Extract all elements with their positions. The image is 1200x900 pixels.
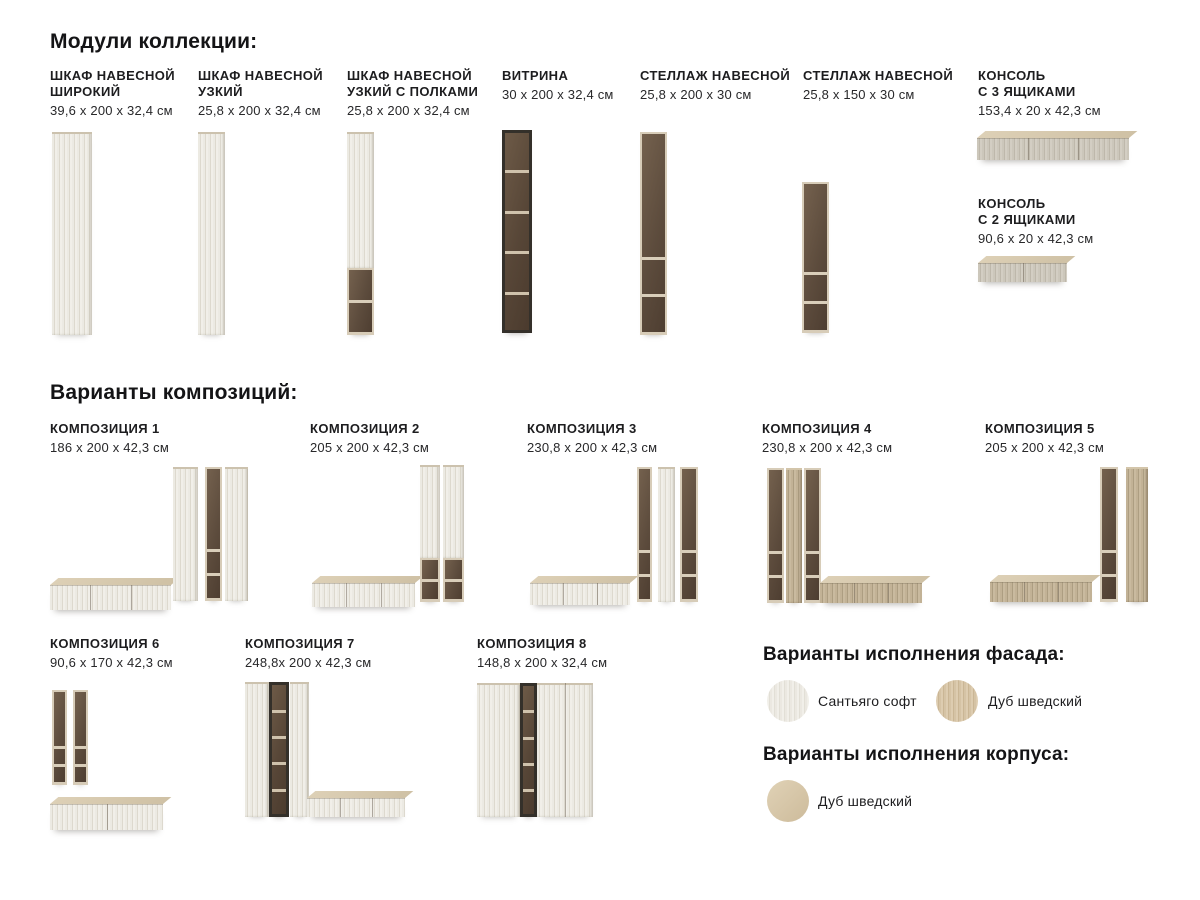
module-name: ВИТРИНА [502,68,569,83]
composition-label-7 [245,636,415,671]
module-name: КОНСОЛЬ [978,196,1046,211]
drawer-divider [346,583,347,607]
module-name: УЗКИЙ С ПОЛКАМИ [347,84,479,99]
module-name: ШКАФ НАВЕСНОЙ [50,68,176,83]
module-figure-vitrine [502,130,532,333]
cabinet [477,683,520,817]
modules-section-title: Модули коллекции: [50,30,258,53]
module-name: С 2 ЯЩИКАМИ [978,212,1076,227]
shelf-bar [272,710,286,713]
module-label-console-3 [978,68,1148,119]
console-front [312,583,415,607]
console-top [990,575,1100,582]
console-front [978,263,1067,282]
console-top [307,791,413,798]
shelf-bar [682,550,696,553]
console [530,576,630,605]
composition-figure-6 [50,680,180,832]
composition-dims: 90,6 x 170 x 42,3 см [50,655,173,670]
module-figure-console-2-drawers [978,256,1067,282]
composition-name: КОМПОЗИЦИЯ 5 [985,421,1095,436]
shelf-bar [639,550,650,553]
cabinet [173,467,198,601]
composition-label-1 [50,421,220,456]
composition-dims: 148,8 x 200 x 32,4 см [477,655,608,670]
module-name: ШИРОКИЙ [50,84,121,99]
compositions-section-title: Варианты композиций: [50,381,298,404]
drawer-divider [888,583,889,603]
shelf-bar [75,746,86,749]
cabinet [225,467,248,601]
shelf-bar [682,574,696,577]
cabinet-door [420,465,440,558]
module-label-wall-shelf-150 [803,68,973,103]
open-shelves [443,558,464,602]
shelf-bar [272,789,286,792]
shelf-bar [769,575,782,578]
console-top [820,576,930,583]
body-swatch-label: Дуб шведский [818,793,913,809]
drawer-divider [381,583,382,607]
module-name: СТЕЛЛАЖ НАВЕСНОЙ [640,68,791,83]
composition-name: КОМПОЗИЦИЯ 7 [245,636,355,651]
console [307,791,405,817]
drawer-divider [131,585,132,610]
module-figure-console-3-drawers [977,131,1129,160]
module-figure-wall-shelf-150 [802,182,829,333]
facade-swatch-santiago-soft [767,680,809,722]
shelf-bar [422,579,438,582]
shelf-bar [804,272,827,275]
module-name: С 3 ЯЩИКАМИ [978,84,1076,99]
open-shelves [1100,467,1118,602]
shelf-bar [54,746,65,749]
composition-figure-2 [310,462,475,610]
shelf-bar [1102,550,1116,553]
drawer-divider [340,798,341,817]
open-shelves [637,467,652,602]
console-top [978,256,1075,263]
open-shelves [205,467,222,601]
drawer-divider [1078,138,1079,160]
composition-dims: 230,8 x 200 x 42,3 см [527,440,658,455]
facade-swatch-swedish-oak [936,680,978,722]
composition-label-8 [477,636,647,671]
composition-name: КОМПОЗИЦИЯ 1 [50,421,160,436]
shelf-bar [75,764,86,767]
module-name: ШКАФ НАВЕСНОЙ [198,68,324,83]
module-dims: 25,8 x 200 x 30 см [640,87,752,102]
module-label-console-2 [978,196,1148,247]
cabinet-with-shelves [420,465,440,602]
cabinet [245,682,269,817]
open-shelves [52,690,67,785]
module-dims: 153,4 x 20 x 42,3 см [978,103,1101,118]
module-name: КОНСОЛЬ [978,68,1046,83]
drawer-divider [372,798,373,817]
shelf-bar [207,573,220,576]
module-name: УЗКИЙ [198,84,243,99]
module-dims: 25,8 x 200 x 32,4 см [347,103,470,118]
open-shelves [347,268,374,335]
console [50,797,163,830]
door-seam [565,683,566,817]
module-label-narrow-cabinet-shelves [347,68,517,119]
drawer-divider [597,583,598,605]
console-front [977,138,1129,160]
shelf-bar [642,294,665,297]
drawer-divider [854,583,855,603]
composition-dims: 230,8 x 200 x 42,3 см [762,440,893,455]
shelf-bar [272,762,286,765]
module-dims: 25,8 x 200 x 32,4 см [198,103,321,118]
shelf-bar [505,251,529,254]
drawer-divider [107,804,108,830]
console-front [530,583,630,605]
shelf-bar [523,789,534,792]
shelf-bar [54,764,65,767]
shelf-bar [806,575,819,578]
shelf-bar [642,257,665,260]
console [50,578,171,610]
shelf-bar [272,736,286,739]
cabinet [1126,467,1148,602]
console-top [50,578,179,585]
module-name: СТЕЛЛАЖ НАВЕСНОЙ [803,68,954,83]
module-label-wall-shelf-200 [640,68,810,103]
console-top [312,576,423,583]
console-top [530,576,638,583]
shelf-bar [523,737,534,740]
console-top [50,797,171,804]
composition-dims: 205 x 200 x 42,3 см [985,440,1104,455]
cabinet-with-shelves [443,465,464,602]
facade-swatch-label: Сантьяго софт [818,693,917,709]
composition-label-6 [50,636,220,671]
shelf-bar [523,710,534,713]
shelf-bar [769,551,782,554]
composition-label-5 [985,421,1155,456]
composition-dims: 186 x 200 x 42,3 см [50,440,169,455]
module-figure-narrow-cabinet-shelves [347,132,374,335]
drawer-divider [1024,582,1025,602]
cabinet-door [347,132,374,268]
composition-label-3 [527,421,697,456]
shelf-bar [349,300,372,303]
vitrine [520,683,537,817]
open-shelves [680,467,698,602]
composition-dims: 248,8x 200 x 42,3 см [245,655,372,670]
facade-variants-title: Варианты исполнения фасада: [763,644,1065,665]
composition-figure-5 [985,460,1165,608]
module-label-narrow-cabinet [198,68,368,119]
body-variants-title: Варианты исполнения корпуса: [763,744,1070,765]
composition-figure-1 [50,462,250,612]
composition-name: КОМПОЗИЦИЯ 8 [477,636,587,651]
composition-name: КОМПОЗИЦИЯ 6 [50,636,160,651]
module-dims: 90,6 x 20 x 42,3 см [978,231,1094,246]
composition-figure-3 [527,460,702,610]
open-shelves [767,468,784,603]
console-front [50,585,171,610]
composition-label-4 [762,421,932,456]
shelf-bar [505,211,529,214]
drawer-divider [1023,263,1024,282]
module-figure-wide-cabinet [52,132,92,335]
console [820,576,922,603]
cabinet [786,468,802,603]
drawer-divider [1028,138,1029,160]
cabinet-door [443,465,464,558]
shelf-bar [207,549,220,552]
composition-figure-7 [245,680,410,820]
shelf-bar [445,579,462,582]
console-top [977,131,1137,138]
cabinet [537,683,593,817]
body-swatch-swedish-oak [767,780,809,822]
composition-label-2 [310,421,480,456]
shelf-bar [505,292,529,295]
open-shelves [73,690,88,785]
console-front [50,804,163,830]
shelf-bar [1102,574,1116,577]
drawer-divider [1058,582,1059,602]
console-front [990,582,1092,602]
module-dims: 30 x 200 x 32,4 см [502,87,614,102]
drawer-divider [90,585,91,610]
module-figure-wall-shelf-200 [640,132,667,335]
facade-swatch-label: Дуб шведский [988,693,1083,709]
console [990,575,1092,602]
composition-name: КОМПОЗИЦИЯ 2 [310,421,420,436]
module-label-wide-cabinet [50,68,220,119]
open-shelves [420,558,440,602]
cabinet [658,467,675,602]
module-figure-narrow-cabinet [198,132,225,335]
shelf-bar [639,574,650,577]
shelf-bar [523,763,534,766]
vitrine [269,682,289,817]
shelf-bar [505,170,529,173]
console [312,576,415,607]
console-front [820,583,922,603]
composition-name: КОМПОЗИЦИЯ 3 [527,421,637,436]
module-dims: 25,8 x 150 x 30 см [803,87,915,102]
console-front [307,798,405,817]
module-name: ШКАФ НАВЕСНОЙ [347,68,473,83]
shelf-bar [806,551,819,554]
module-dims: 39,6 x 200 x 32,4 см [50,103,173,118]
composition-name: КОМПОЗИЦИЯ 4 [762,421,872,436]
composition-dims: 205 x 200 x 42,3 см [310,440,429,455]
shelf-bar [804,301,827,304]
drawer-divider [563,583,564,605]
composition-figure-8 [477,680,597,820]
composition-figure-4 [762,455,927,605]
